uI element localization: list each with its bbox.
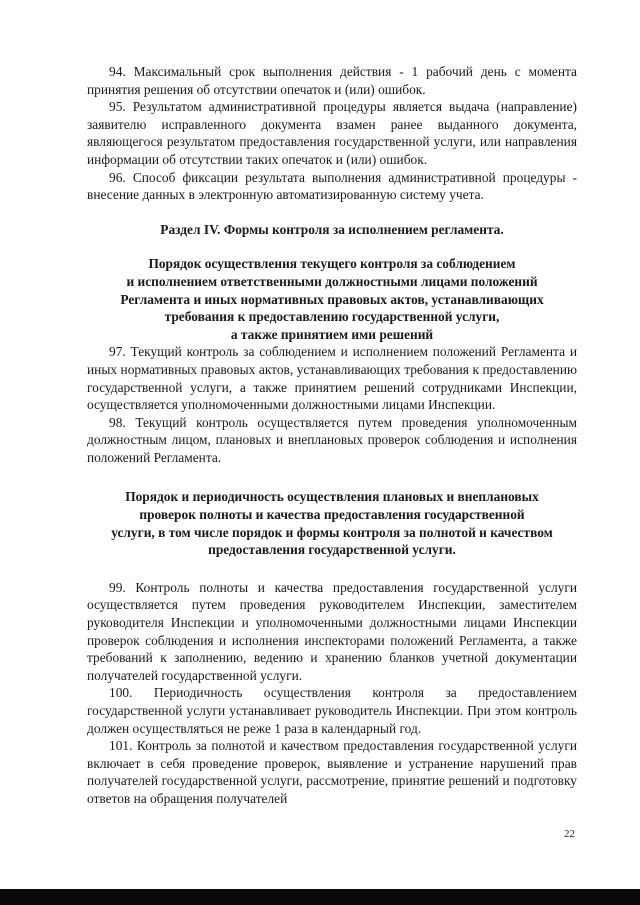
subheading-line: проверок полноты и качества предоставления государственной: [139, 507, 525, 523]
subheading-line: Порядок осуществления текущего контроля за соблюдением: [148, 256, 516, 272]
paragraph-99: 99. Контроль полноты и качества предоставления государственной услуги осуществляется путем проведения руководителем Инспекции, заместителем руководителя Инспекции и уполномоченными должностными лицами Инспекции проверок соблюдения и исполнения инспекторами положений Регламента, а также требований к заполнению, ведению и хранению бланков учетной документации получателей государственной услуги.: [87, 579, 577, 683]
subheading-line: Порядок и периодичность осуществления плановых и внеплановых: [125, 489, 539, 505]
subheading-line: предоставления государственной услуги.: [208, 542, 456, 558]
subheading-inspections: [87, 488, 577, 558]
paragraph-98: 98. Текущий контроль осуществляется путем проведения уполномоченным должностным лицом, плановых и внеплановых проверок соблюдения и исполнения положений Регламента.: [87, 414, 577, 465]
paragraph-101: 101. Контроль за полнотой и качеством предоставления государственной услуги включает в себя проведение проверок, выявление и устранение нарушений прав получателей государственной услуги, рассмотрение, принятие решений и подготовку ответов на обращения получателей: [87, 738, 577, 806]
subheading-line: Регламента и иных нормативных правовых актов, устанавливающих: [120, 291, 544, 307]
subheading-line: а также принятием ими решений: [230, 326, 434, 342]
paragraph-96: 96. Способ фиксации результата выполнения административной процедуры - внесение данных в электронную автоматизированную систему учета.: [87, 169, 577, 203]
subheading-line: услуги, в том числе порядок и формы контроля за полнотой и качеством: [111, 524, 553, 540]
subheading-current-control: [87, 255, 577, 343]
paragraph-97: 97. Текущий контроль за соблюдением и исполнением положений Регламента и иных нормативных правовых актов, устанавливающих требования к предоставлению государственной услуги, а также принятием решений сотрудниками Инспекции, осуществляется уполномоченными должностными лицами Инспекции.: [87, 344, 577, 413]
paragraph-100: 100. Периодичность осуществления контроля за предоставлением государственной услуги устанавливает руководитель Инспекции. При этом контроль должен осуществляться не реже 1 раза в календарный год.: [87, 685, 577, 736]
subheading-line: и исполнением ответственными должностными лицами положений: [126, 273, 538, 289]
scan-edge-bar: [0, 889, 640, 905]
page-number: 22: [564, 828, 575, 840]
paragraph-95: 95. Результатом административной процедуры является выдача (направление) заявителю исправленного документа взамен ранее выданного документа, являющегося результатом предоставления государственной услуги, или направления информации об отсутствии таких опечаток и (или) ошибок.: [87, 99, 577, 167]
section-title: Раздел IV. Формы контроля за исполнением регламента.: [160, 221, 504, 237]
page-content: [87, 63, 577, 808]
paragraph-94: 94. Максимальный срок выполнения действия - 1 рабочий день с момента принятия решения об отсутствии опечаток и (или) ошибок.: [87, 64, 577, 97]
subheading-line: требования к предоставлению государственной услуги,: [164, 309, 500, 325]
